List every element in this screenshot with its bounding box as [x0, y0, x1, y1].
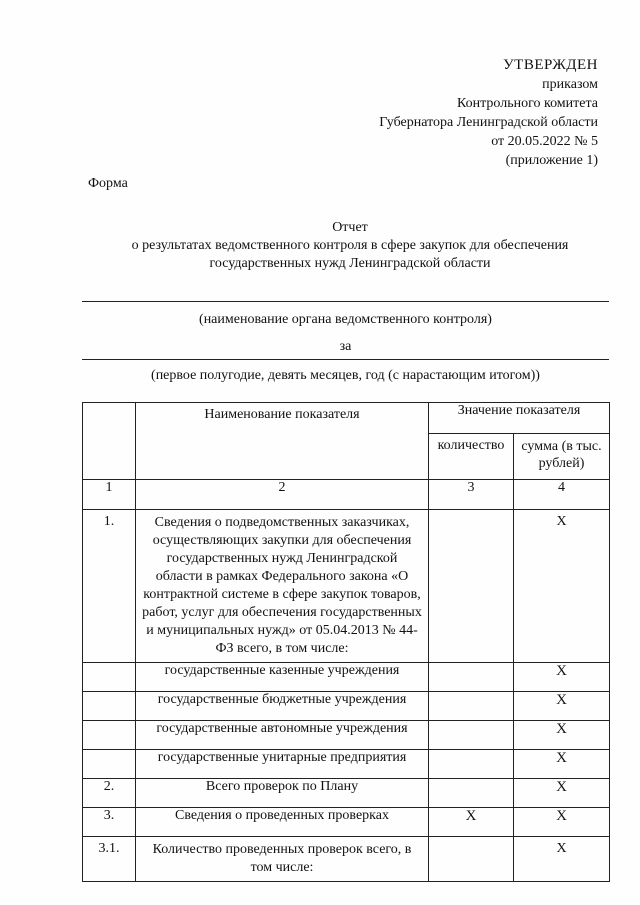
qty-cell[interactable] — [429, 692, 514, 721]
sum-cell: X — [514, 663, 610, 692]
approval-line: от 20.05.2022 № 5 — [491, 134, 598, 149]
table-row — [83, 510, 610, 663]
row-number — [83, 692, 136, 721]
table-row — [83, 750, 610, 779]
row-text: Сведения о проведенных проверках — [136, 808, 429, 837]
qty-cell: X — [429, 808, 514, 837]
for-label: за — [339, 339, 352, 354]
approval-line: Контрольного комитета — [456, 96, 598, 111]
table-header-row — [83, 403, 610, 434]
col-number: 2 — [136, 480, 429, 510]
row-number: 1. — [83, 510, 136, 663]
header-quantity: количество — [429, 434, 514, 480]
table-row — [83, 663, 610, 692]
qty-cell[interactable] — [429, 510, 514, 663]
header-num-cell — [83, 403, 136, 480]
row-text: Всего проверок по Плану — [136, 779, 429, 808]
header-indicator-value: Значение показателя — [429, 403, 610, 434]
table-row — [83, 721, 610, 750]
sum-cell: X — [514, 837, 610, 882]
row-number — [83, 721, 136, 750]
row-text: государственные автономные учреждения — [136, 721, 429, 750]
report-title-line: о результатах ведомственного контроля в сфере закупок для обеспечения — [131, 238, 569, 253]
report-title — [60, 219, 640, 273]
sum-cell: X — [514, 721, 610, 750]
qty-cell[interactable] — [429, 837, 514, 882]
sum-cell: X — [514, 808, 610, 837]
form-label: Форма — [88, 176, 128, 191]
approval-line: Губернатора Ленинградской области — [379, 115, 598, 130]
row-number — [83, 663, 136, 692]
sum-cell: X — [514, 750, 610, 779]
qty-cell[interactable] — [429, 663, 514, 692]
period-caption: (первое полугодие, девять месяцев, год (с нарастающим итогом)) — [151, 368, 540, 383]
row-text: государственные казенные учреждения — [136, 663, 429, 692]
row-text: государственные бюджетные учреждения — [136, 692, 429, 721]
row-text: государственные унитарные предприятия — [136, 750, 429, 779]
row-number: 2. — [83, 779, 136, 808]
qty-cell[interactable] — [429, 779, 514, 808]
sum-cell: X — [514, 692, 610, 721]
organ-caption: (наименование органа ведомственного контроля) — [199, 312, 492, 327]
row-text: Количество проведенных проверок всего, в том числе: — [136, 837, 429, 882]
report-title-line: государственных нужд Ленинградской области — [209, 256, 491, 271]
table-row — [83, 779, 610, 808]
header-indicator-name: Наименование показателя — [136, 403, 429, 480]
row-number: 3. — [83, 808, 136, 837]
row-number: 3.1. — [83, 837, 136, 882]
approval-title: УТВЕРЖДЕН — [503, 57, 598, 73]
qty-cell[interactable] — [429, 750, 514, 779]
table-row — [83, 808, 610, 837]
approval-line: приказом — [542, 77, 598, 92]
table-row — [83, 692, 610, 721]
col-number: 1 — [83, 480, 136, 510]
header-sum: сумма (в тыс. рублей) — [514, 434, 610, 480]
col-number: 3 — [429, 480, 514, 510]
report-title-line: Отчет — [332, 220, 368, 235]
period-line[interactable] — [82, 359, 609, 360]
row-number — [83, 750, 136, 779]
sum-cell: X — [514, 510, 610, 663]
sum-cell: X — [514, 779, 610, 808]
approval-block — [379, 56, 598, 170]
row-text: Сведения о подведомственных заказчиках, осуществляющих закупки для обеспечения государственных нужд Ленинградской области в рамках Федерального закона «О контрактной системе в сфере закупок товаров, работ, услуг для обеспечения государственных и муниципальных нужд» от 05.04.2013 № 44-ФЗ всего, в том числе: — [136, 510, 429, 663]
table-row — [83, 837, 610, 882]
qty-cell[interactable] — [429, 721, 514, 750]
approval-line: (приложение 1) — [505, 153, 598, 168]
organ-name-line[interactable] — [82, 301, 609, 302]
column-numbers-row — [83, 480, 610, 510]
col-number: 4 — [514, 480, 610, 510]
report-table — [82, 402, 610, 882]
